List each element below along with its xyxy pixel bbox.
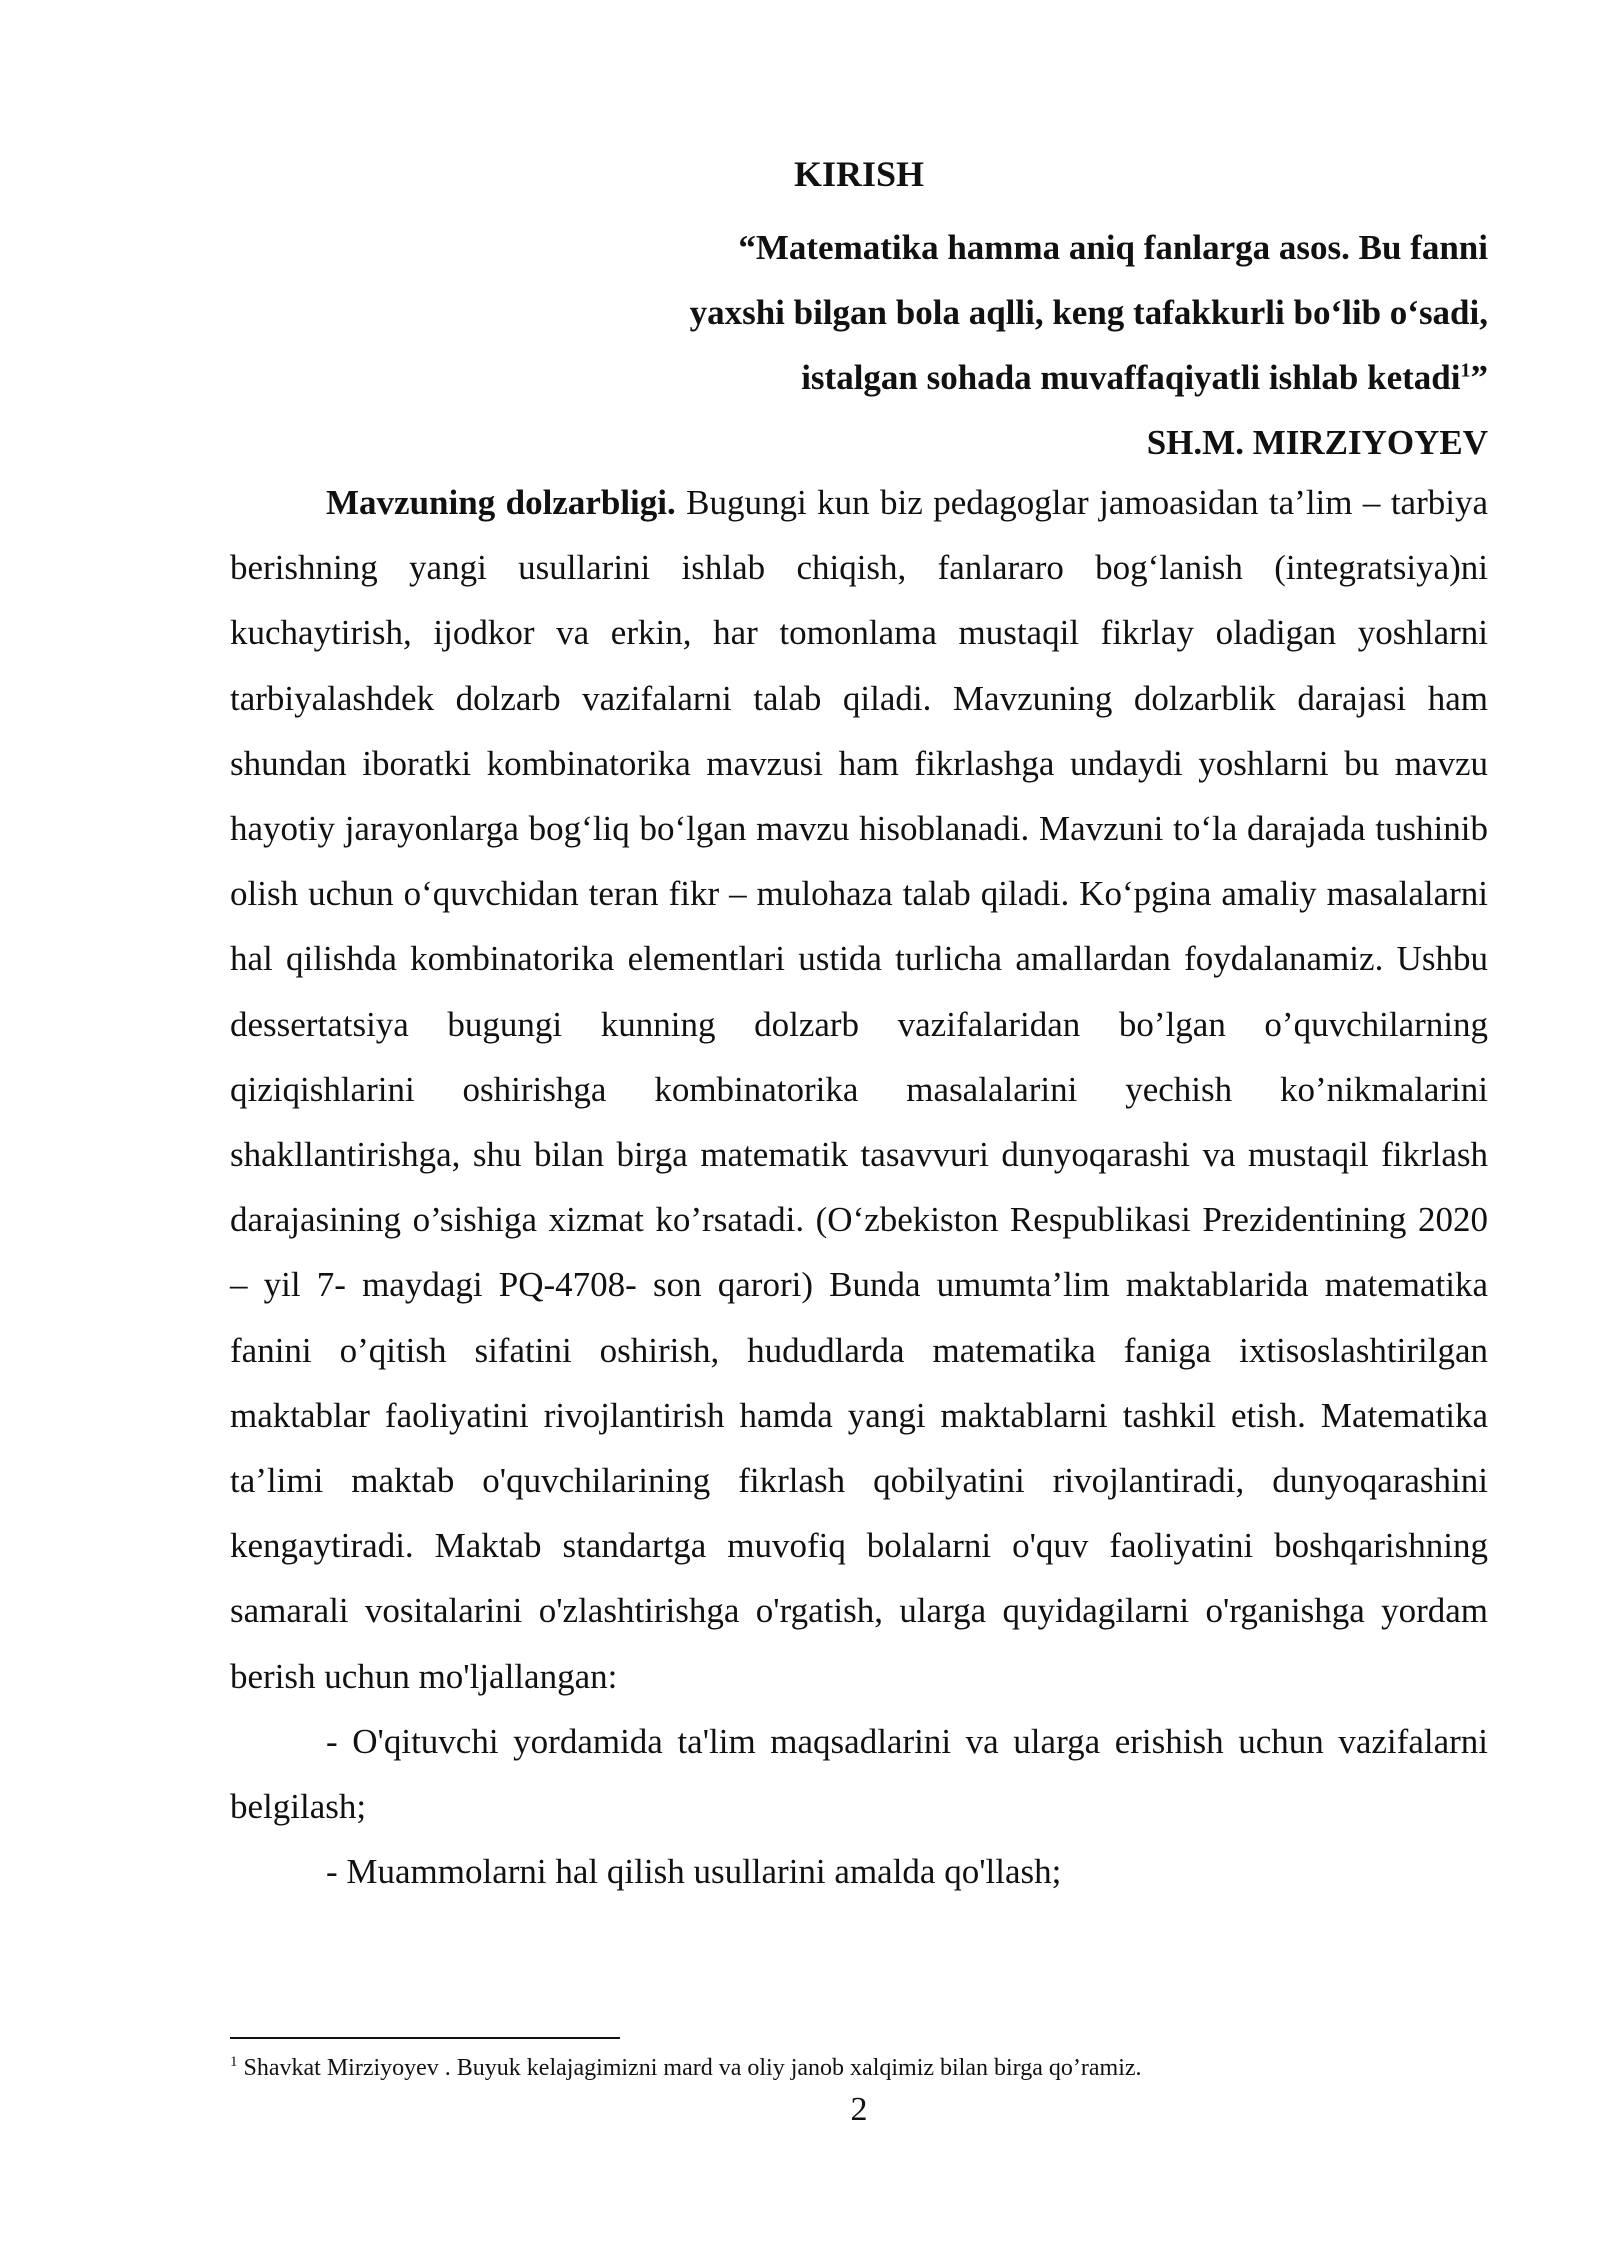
epigraph-line-text: istalgan sohada muvaffaqiyatli ishlab ketadi	[801, 358, 1461, 397]
epigraph-author: SH.M. MIRZIYOYEV	[1146, 423, 1488, 462]
footnote-separator	[230, 2037, 620, 2039]
epigraph-line	[690, 345, 1488, 410]
paragraph	[230, 470, 1488, 1709]
body-text	[230, 470, 1488, 1904]
list-item: - Muammolarni hal qilish usullarini amalda qo'llash;	[326, 1852, 1062, 1892]
closing-quote: ”	[1470, 358, 1488, 397]
footnote-mark: 1	[230, 2054, 238, 2070]
paragraph-text: Bugungi kun biz pedagoglar jamoasidan ta’lim – tarbiya berishning yangi usullarini ishlab chiqish, fanlararo bog‘lanish (integratsiya)ni kuchaytirish, ijodkor va erkin, har tomonlama mustaqil fikrlay oladigan yoshlarni tarbiyalashdek dolzarb vazifalarni talab qiladi. Mavzuning dolzarblik darajasi ham shundan iboratki kombinatorika mavzusi ham fikrlashga undaydi yoshlarni bu mavzu hayotiy jarayonlarga bog‘liq bo‘lgan mavzu hisoblanadi. Mavzuni to‘la darajada tushinib olish uchun o‘quvchidan teran fikr – mulohaza talab qiladi. Ko‘pgina amaliy masalalarni hal qilishda kombinatorika elementlari ustida turlicha amallardan foydalanamiz. Ushbu dessertatsiya bugungi kunning dolzarb vazifalaridan bo’lgan o’quvchilarning qiziqishlarini oshirishga kombinatorika masalalarini yechish ko’nikmalarini shakllantirishga, shu bilan birga matematik tasavvuri dunyoqarashi va mustaqil fikrlash darajasining o’sishiga xizmat ko’rsatadi. (O‘zbekiston Respublikasi Prezidentining 2020 – yil 7- maydagi PQ-4708- son qarori) Bunda umumta’lim maktablarida matematika fanini o’qitish sifatini oshirish, hududlarda matematika faniga ixtisoslashtirilgan maktablar faoliyatini rivojlantirish hamda yangi maktablarni tashkil etish. Matematika ta’limi maktab o'quvchilarining fikrlash qobilyatini rivojlantiradi, dunyoqarashini kengaytiradi. Maktab standartga muvofiq bolalarni o'quv faoliyatini boshqarishning samarali vositalarini o'zlashtirishga o'rgatish, ularga quyidagilarni o'rganishga yordam berish uchun mo'ljallangan:	[230, 483, 1488, 1696]
epigraph-line: yaxshi bilgan bola aqlli, keng tafakkurli bo‘lib o‘sadi,	[689, 293, 1488, 332]
section-heading: KIRISH	[793, 154, 925, 194]
footnote-reference[interactable]: 1	[1460, 359, 1471, 382]
page-number: 2	[850, 2091, 868, 2128]
footnote	[230, 2052, 1488, 2084]
epigraph	[690, 215, 1488, 475]
list-item: - O'qituvchi yordamida ta'lim maqsadlarini va ularga erishish uchun vazifalarni belgilash;	[230, 1721, 1488, 1827]
footnote-text: Shavkat Mirziyoyev . Buyuk kelajagimizni mard va oliy janob xalqimiz bilan birga qo’ramiz.	[237, 2055, 1142, 2081]
paragraph-lead: Mavzuning dolzarbligi.	[326, 483, 676, 522]
epigraph-line: “Matematika hamma aniq fanlarga asos. Bu fanni	[738, 228, 1488, 267]
